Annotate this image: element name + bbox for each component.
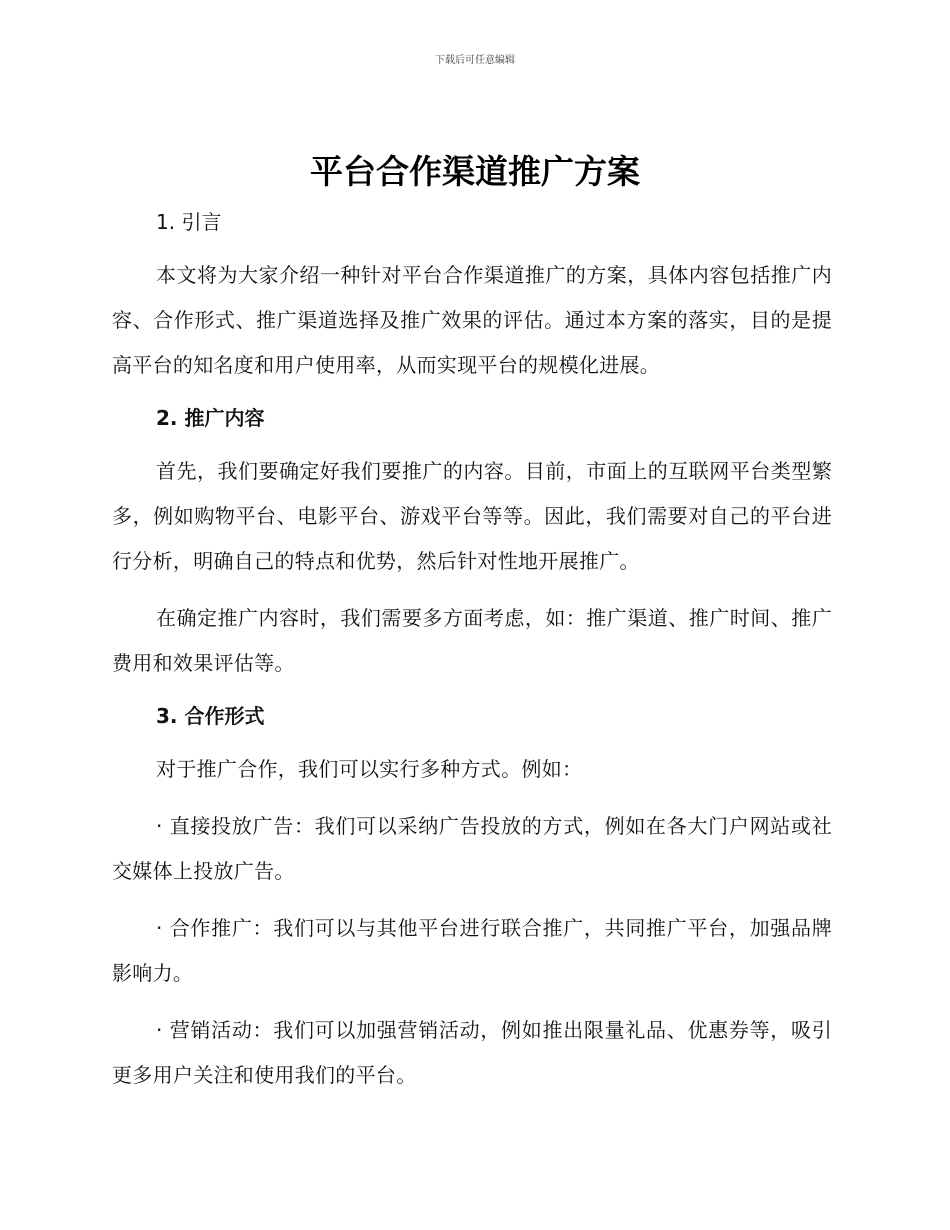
section-heading-promotion-content: 2. 推广内容: [156, 406, 265, 430]
paragraph-cooperation-intro: 对于推广合作，我们可以实行多种方式。例如：: [156, 757, 583, 781]
section-heading-cooperation-forms: 3. 合作形式: [156, 704, 265, 728]
paragraph-promotion-content-2: 在确定推广内容时，我们需要多方面考虑，如：推广渠道、推广时间、推广费用和效果评估等。: [112, 606, 832, 675]
section-heading-introduction: 1. 引言: [156, 210, 222, 234]
page-header-note: 下载后可任意编辑: [435, 55, 515, 66]
list-item-marketing-activities: · 营销活动：我们可以加强营销活动，例如推出限量礼品、优惠券等，吸引更多用户关注和使用我们的平台。: [112, 1018, 832, 1087]
paragraph-promotion-content-1: 首先，我们要确定好我们要推广的内容。目前，市面上的互联网平台类型繁多，例如购物平台、电影平台、游戏平台等等。因此，我们需要对自己的平台进行分析，明确自己的特点和优势，然后针对性地开展推广。: [112, 459, 832, 573]
document-body: [112, 204, 832, 1098]
list-item-direct-ads: · 直接投放广告：我们可以采纳广告投放的方式，例如在各大门户网站或社交媒体上投放广告。: [112, 814, 832, 883]
paragraph-introduction: 本文将为大家介绍一种针对平台合作渠道推广的方案，具体内容包括推广内容、合作形式、推广渠道选择及推广效果的评估。通过本方案的落实，目的是提高平台的知名度和用户使用率，从而实现平台的规模化进展。: [112, 263, 832, 377]
list-item-joint-promotion: · 合作推广：我们可以与其他平台进行联合推广，共同推广平台，加强品牌影响力。: [112, 916, 832, 985]
document-title: 平台合作渠道推广方案: [310, 152, 640, 191]
